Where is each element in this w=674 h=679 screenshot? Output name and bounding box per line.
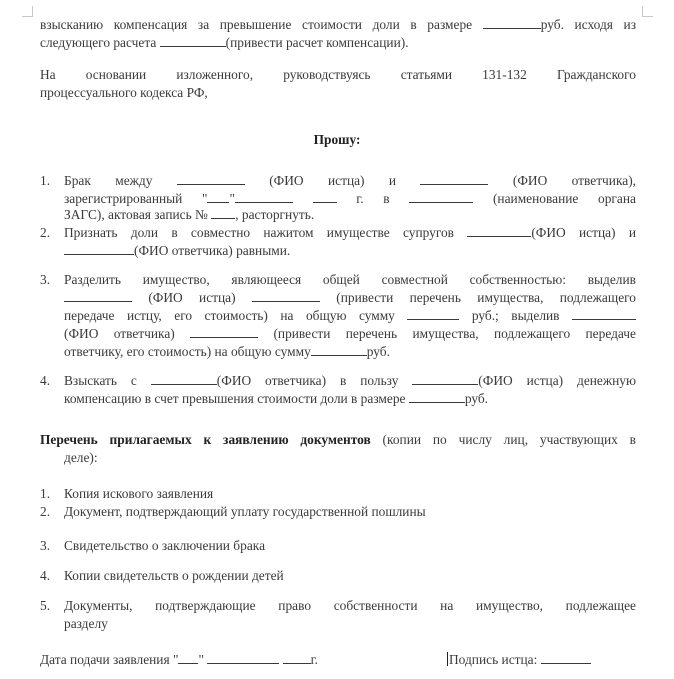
word: Брак [64,173,91,188]
blank-field[interactable] [211,206,235,219]
attachment-item: Копии свидетельств о рождении детей [64,568,284,583]
text-cursor [447,652,448,666]
attachment-item: Документы, подтверждающие право собственности на имущество, подлежащее [64,598,636,613]
word: между [115,173,153,188]
text: руб. [366,344,390,359]
claim-3-line-3 [64,307,636,325]
signature [447,651,591,669]
margin-marker-top-right [642,6,653,17]
year-suffix: г. [310,652,318,667]
attachments-title-rest: (копии по числу лиц, участвующих в [370,432,636,447]
word: органа [598,191,636,206]
claim-3-line-2 [64,289,636,307]
intro-line-2 [40,34,409,52]
word: имущество, [142,272,210,287]
text: компенсацию в счет превышения стоимости доли в размере [64,391,409,406]
claim-1-line-1 [64,172,636,190]
filing-date [40,651,318,669]
list-number: 1. [40,486,51,501]
blank-field[interactable] [409,390,465,403]
quote: " [229,191,235,206]
date-year-field[interactable] [283,651,311,664]
attachments-title-bold: Перечень прилагаемых к заявлению документов [40,432,371,447]
attachment-item: Копия искового заявления [64,486,214,501]
text: руб. [464,391,489,406]
list-number: 3. [40,538,51,553]
quote: " [198,652,204,667]
word: (наименование [492,191,579,206]
word: истца) [327,173,365,188]
word: зарегистрированный [64,191,183,206]
blank-field[interactable] [252,289,320,302]
intro-text: взысканию компенсация за превышение стоимости доли в размере [40,17,483,32]
margin-marker-top-left [22,6,33,17]
blank-field[interactable] [190,325,258,338]
list-number: 3. [40,272,51,287]
text: (ФИО ответчика) в пользу [216,373,413,388]
blank-field[interactable] [207,190,229,203]
word: изложенного, [176,67,254,82]
word: выделив [587,272,636,287]
intro-text: следующего расчета [40,35,160,50]
blank-field[interactable] [311,343,367,356]
text: (ФИО истца) [148,290,236,305]
text: передаче истцу, его стоимость) на общую сумму [64,308,395,323]
text: руб.; выделив [471,308,560,323]
signature-field[interactable] [541,651,591,664]
claim-3-line-1 [64,271,636,289]
text: Признать доли в совместно нажитом имуществе супругов [64,225,468,240]
word: руководствуясь [283,67,371,82]
text: (привести перечень имущества, подлежащего [336,290,636,305]
text: (привести перечень имущества, подлежащего передаче [273,326,636,341]
blank-field[interactable] [235,190,293,203]
word: являющееся [231,272,302,287]
word: совместной [381,272,448,287]
blank-field[interactable] [407,307,459,320]
blank-field[interactable] [467,224,531,237]
text: , расторгнуть. [235,207,315,222]
list-number: 4. [40,373,51,388]
attachment-item: Документ, подтверждающий уплату государственной пошлины [64,504,426,519]
word: и [388,173,397,188]
blank-field[interactable] [313,190,337,203]
claim-2-line-1 [64,224,636,242]
word: г. [356,191,364,206]
attachment-item: Свидетельство о заключении брака [64,538,266,553]
claim-3-line-4 [64,325,636,343]
claim-4-line-2 [64,390,488,408]
basis-line-2: процессуального кодекса РФ, [40,85,208,100]
claim-3-line-5 [64,343,390,361]
quote: " [202,191,208,206]
list-number: 2. [40,504,51,519]
text: (ФИО истца) денежную [478,373,636,388]
blank-field[interactable] [572,307,636,320]
attachments-title-line-2: деле): [64,450,98,465]
text: ответчику, его стоимость) на общую сумму [64,344,311,359]
claim-2-line-2 [64,242,290,260]
claim-1-line-3 [64,206,314,224]
signature-label: Подпись истца: [449,652,541,667]
text: ЗАГС), актовая запись № [64,207,212,222]
blank-field[interactable] [64,242,134,255]
blank-field[interactable] [160,34,226,47]
blank-field[interactable] [151,372,217,385]
date-month-field[interactable] [207,651,279,664]
word: (ФИО [512,173,548,188]
blank-field[interactable] [409,190,473,203]
attachment-item-line-2: разделу [64,616,108,631]
text: (ФИО ответчика) [64,326,175,341]
list-number: 4. [40,568,51,583]
date-day-field[interactable] [178,651,198,664]
blank-field[interactable] [64,289,132,302]
word: 131-132 [482,67,527,82]
text: (ФИО ответчика) равными. [134,243,291,258]
text: Взыскать с [64,373,151,388]
word: в [383,191,390,206]
list-number: 5. [40,598,51,613]
word: общей [322,272,360,287]
word: основании [85,67,147,82]
blank-field[interactable] [483,16,541,29]
attachments-title [40,431,636,449]
date-label: Дата подачи заявления " [40,652,179,667]
word: статьями [400,67,453,82]
word: собственностью: [469,272,567,287]
blank-field[interactable] [412,372,478,385]
word: Гражданского [556,67,636,82]
blank-field[interactable] [177,172,245,185]
blank-field[interactable] [420,172,488,185]
text: (ФИО истца) и [531,225,636,240]
section-heading: Прошу: [313,132,361,147]
intro-text: (привести расчет компенсации). [225,35,409,50]
intro-text: руб. исходя из [540,17,636,32]
word: Разделить [64,272,122,287]
word: (ФИО [269,173,304,188]
claim-4-line-1 [64,372,636,390]
list-number: 1. [40,173,51,188]
basis-line-1 [40,66,636,84]
intro-line-1 [40,16,636,34]
list-number: 2. [40,225,51,240]
word: ответчика), [571,173,637,188]
word: На [40,67,56,82]
